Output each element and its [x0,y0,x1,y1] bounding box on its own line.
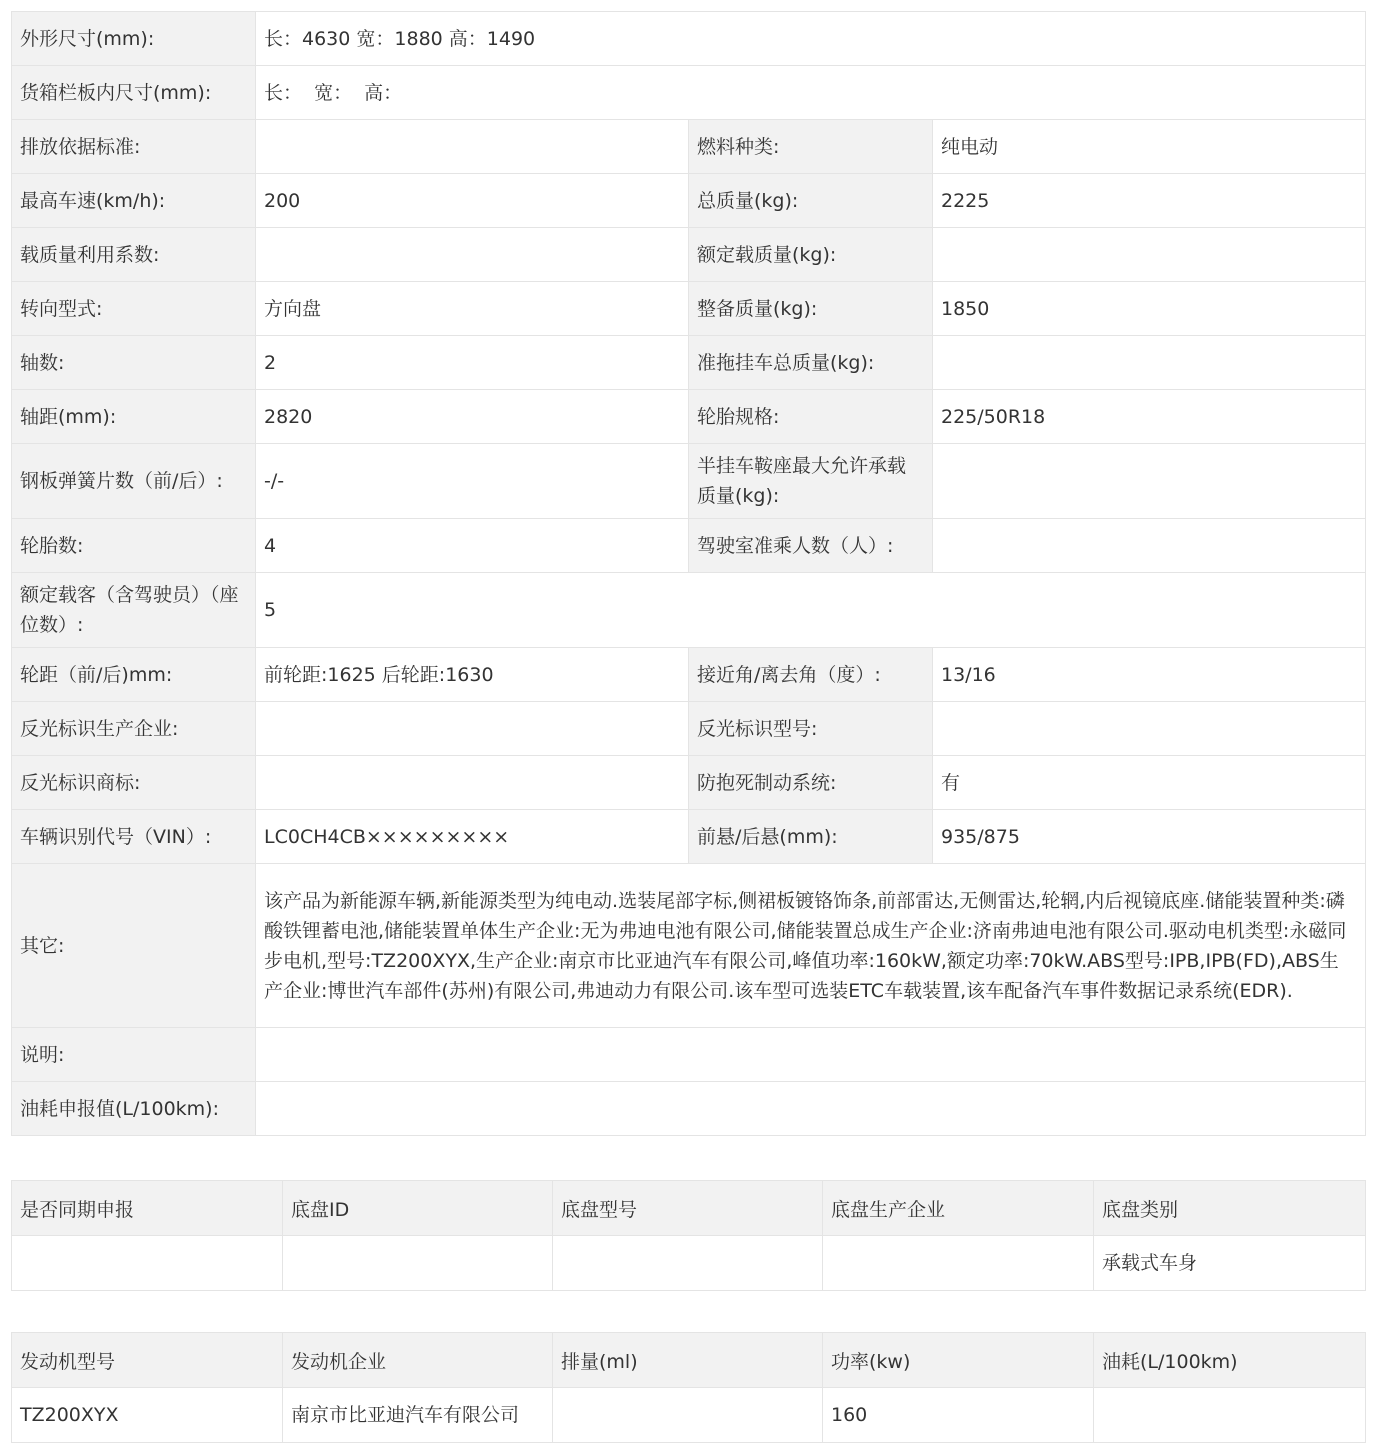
other-value: 该产品为新能源车辆,新能源类型为纯电动.选装尾部字标,侧裙板镀铬饰条,前部雷达,无侧雷达,轮辋,内后视镜底座.储能装置种类:磷酸铁锂蓄电池,储能装置单体生产企业:无为弗迪电池有限公司,储能装置总成生产企业:济南弗迪电池有限公司.驱动电机类型:永磁同步电机,型号:TZ200XYX,生产企业:南京市比亚迪汽车有限公司,峰值功率:160kW,额定功率:70kW.ABS型号:IPB,IPB(FD),ABS生产企业:博世汽车部件(苏州)有限公司,弗迪动力有限公司.该车型可选装ETC车载装置,该车配备汽车事件数据记录系统(EDR). [256,864,1366,1028]
overhang-value: 935/875 [933,810,1366,864]
reflect-maker-value [256,702,689,756]
table-row [12,1236,1366,1291]
engine-cell: TZ200XYX [12,1388,283,1443]
axles-value: 2 [256,336,689,390]
engine-header-cell: 功率(kw) [823,1333,1094,1388]
spec-row-speed [12,174,1366,228]
abs-label: 防抱死制动系统: [689,756,933,810]
engine-header-cell: 油耗(L/100km) [1094,1333,1366,1388]
speed-label: 最高车速(km/h): [12,174,256,228]
spec-row-cargo [12,66,1366,120]
track-value: 前轮距:1625 后轮距:1630 [256,648,689,702]
trailer-label: 准拖挂车总质量(kg): [689,336,933,390]
mass-value: 2225 [933,174,1366,228]
dimensions-label: 外形尺寸(mm): [12,12,256,66]
tire-spec-value: 225/50R18 [933,390,1366,444]
speed-value: 200 [256,174,689,228]
chassis-header-cell: 底盘生产企业 [823,1181,1094,1236]
reflect-maker-label: 反光标识生产企业: [12,702,256,756]
fuel-value: 纯电动 [933,120,1366,174]
engine-cell: 160 [823,1388,1094,1443]
chassis-header-cell: 底盘类别 [1094,1181,1366,1236]
tires-label: 轮胎数: [12,519,256,573]
spec-row-fuel-report [12,1082,1366,1136]
springs-label: 钢板弹簧片数（前/后）: [12,444,256,519]
track-label: 轮距（前/后)mm: [12,648,256,702]
steering-label: 转向型式: [12,282,256,336]
table-row [12,1388,1366,1443]
spec-row-tires [12,519,1366,573]
spec-row-note [12,1028,1366,1082]
chassis-cell [553,1236,823,1291]
angle-label: 接近角/离去角（度）: [689,648,933,702]
cab-label: 驾驶室准乘人数（人）: [689,519,933,573]
curb-value: 1850 [933,282,1366,336]
abs-value: 有 [933,756,1366,810]
reflect-model-value [933,702,1366,756]
chassis-cell: 承载式车身 [1094,1236,1366,1291]
saddle-value [933,444,1366,519]
angle-value: 13/16 [933,648,1366,702]
chassis-cell [823,1236,1094,1291]
chassis-table [11,1180,1366,1291]
engine-cell [1094,1388,1366,1443]
engine-header-cell: 发动机型号 [12,1333,283,1388]
saddle-label: 半挂车鞍座最大允许承载质量(kg): [689,444,933,519]
emission-value [256,120,689,174]
load-factor-value [256,228,689,282]
spec-row-load-factor [12,228,1366,282]
chassis-header-cell: 是否同期申报 [12,1181,283,1236]
reflect-model-label: 反光标识型号: [689,702,933,756]
wheelbase-value: 2820 [256,390,689,444]
reflect-brand-label: 反光标识商标: [12,756,256,810]
fuel-report-label: 油耗申报值(L/100km): [12,1082,256,1136]
spec-row-steering [12,282,1366,336]
spec-row-wheelbase [12,390,1366,444]
trailer-value [933,336,1366,390]
emission-label: 排放依据标准: [12,120,256,174]
cab-value [933,519,1366,573]
chassis-header-cell: 底盘型号 [553,1181,823,1236]
cargo-label: 货箱栏板内尺寸(mm): [12,66,256,120]
vin-label: 车辆识别代号（VIN）: [12,810,256,864]
spec-row-vin [12,810,1366,864]
spec-table [11,11,1366,1136]
spec-row-track [12,648,1366,702]
vin-value: LC0CH4CB××××××××× [256,810,689,864]
chassis-cell [12,1236,283,1291]
engine-header-cell: 发动机企业 [283,1333,553,1388]
engine-header-cell: 排量(ml) [553,1333,823,1388]
curb-label: 整备质量(kg): [689,282,933,336]
engine-table [11,1332,1366,1443]
passengers-label: 额定载客（含驾驶员）（座位数）: [12,573,256,648]
chassis-header-row [12,1181,1366,1236]
engine-cell: 南京市比亚迪汽车有限公司 [283,1388,553,1443]
other-label: 其它: [12,864,256,1028]
mass-label: 总质量(kg): [689,174,933,228]
chassis-cell [283,1236,553,1291]
spec-row-reflect-brand [12,756,1366,810]
rated-load-value [933,228,1366,282]
steering-value: 方向盘 [256,282,689,336]
tire-spec-label: 轮胎规格: [689,390,933,444]
spec-row-passengers [12,573,1366,648]
note-label: 说明: [12,1028,256,1082]
spec-row-dimensions [12,12,1366,66]
chassis-header-cell: 底盘ID [283,1181,553,1236]
fuel-report-value [256,1082,1366,1136]
engine-cell [553,1388,823,1443]
spec-row-emission [12,120,1366,174]
engine-header-row [12,1333,1366,1388]
spec-row-other [12,864,1366,1028]
spec-row-reflect-maker [12,702,1366,756]
load-factor-label: 载质量利用系数: [12,228,256,282]
rated-load-label: 额定载质量(kg): [689,228,933,282]
springs-value: -/- [256,444,689,519]
axles-label: 轴数: [12,336,256,390]
cargo-value: 长： 宽： 高： [256,66,1366,120]
tires-value: 4 [256,519,689,573]
overhang-label: 前悬/后悬(mm): [689,810,933,864]
spec-row-springs [12,444,1366,519]
spec-row-axles [12,336,1366,390]
fuel-label: 燃料种类: [689,120,933,174]
wheelbase-label: 轴距(mm): [12,390,256,444]
reflect-brand-value [256,756,689,810]
passengers-value: 5 [256,573,1366,648]
note-value [256,1028,1366,1082]
dimensions-value: 长：4630 宽：1880 高：1490 [256,12,1366,66]
